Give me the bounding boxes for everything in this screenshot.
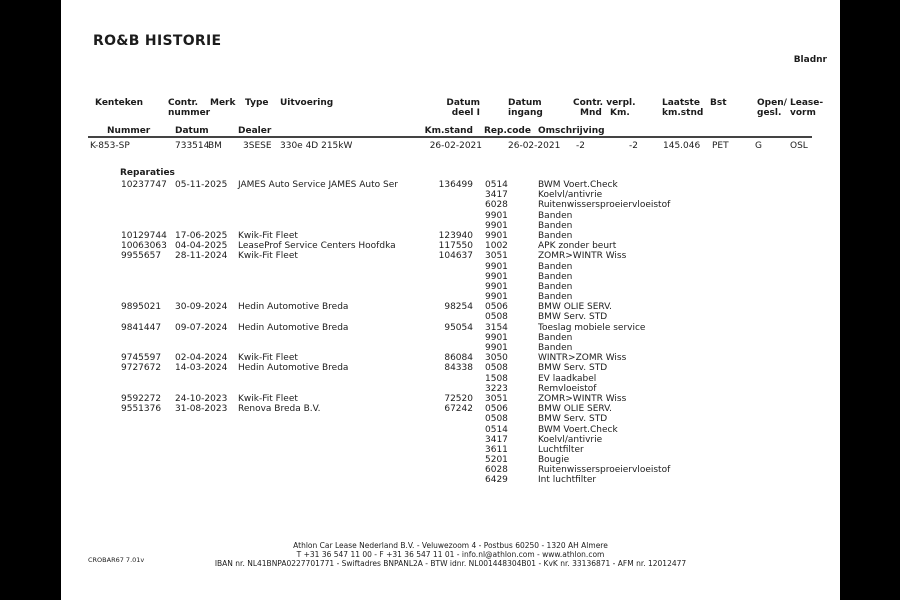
contract-datum-deel: 26-02-2021 [429,141,482,151]
repair-code: 3051 [485,251,508,262]
repair-code: 0514 [485,180,508,190]
repair-row [61,445,840,455]
repair-dealer: LeaseProf Service Centers Hoofdka [238,241,396,252]
repair-code: 3417 [485,434,508,445]
repair-description: BMW Serv. STD [538,414,608,425]
repair-row [61,190,840,200]
repair-kmstand: 86084 [444,353,473,364]
repair-date: 04-04-2025 [175,241,228,252]
repair-code: 6429 [485,475,508,486]
col-header-bst: Bst [710,98,727,108]
repair-date: 02-04-2024 [175,353,228,364]
repair-row [61,323,840,333]
repair-code: 0508 [485,312,508,323]
repair-code: 1002 [485,241,508,252]
repair-number: 9551376 [121,404,162,415]
repair-row [61,180,840,190]
repair-code: 0506 [485,404,508,415]
repair-rows [61,180,840,486]
col-header-laatste-l1: Laatste [662,98,700,108]
repair-description: ZOMR>WINTR Wiss [538,393,627,404]
repair-dealer: Renova Breda B.V. [238,404,321,415]
repair-number: 9895021 [121,302,162,313]
repair-row [61,282,840,292]
col-header-dealer: Dealer [238,126,272,136]
contract-type: 3SESE [243,141,272,151]
col-header-contr-verpl: Contr. verpl. [573,98,636,108]
repair-row [61,231,840,241]
repair-dealer: JAMES Auto Service JAMES Auto Ser [238,180,398,190]
contract-uitvoering: 330e 4D 215kW [280,141,353,151]
col-header-datum-deel-l1: Datum [446,98,480,108]
repair-row [61,262,840,272]
repair-description: Banden [538,230,573,241]
repair-row [61,343,840,353]
repair-row [61,302,840,312]
repair-code: 9901 [485,220,508,231]
repair-code: 3051 [485,393,508,404]
col-header-datum-ingang-l2: ingang [508,108,543,118]
repair-row [61,435,840,445]
repair-description: Int luchtfilter [538,475,597,486]
repair-description: BWM Voert.Check [538,180,618,190]
repair-number: 10237747 [121,180,167,190]
repair-kmstand: 123940 [438,230,473,241]
repair-number: 9745597 [121,353,162,364]
repair-row [61,394,840,404]
repair-row [61,251,840,261]
repair-dealer: Hedin Automotive Breda [238,302,349,313]
repair-description: Toeslag mobiele service [538,322,646,333]
col-header-type: Type [245,98,269,108]
repair-code: 9901 [485,343,508,353]
repair-code: 6028 [485,465,508,476]
col-header-datum-deel-l2: deel I [451,108,480,118]
repair-row [61,241,840,251]
repair-kmstand: 84338 [444,363,473,374]
contract-datum-ingang: 26-02-2021 [508,141,561,151]
repair-description: BMW Serv. STD [538,363,608,374]
repair-date: 09-07-2024 [175,322,228,333]
contract-merk: BM [208,141,222,151]
col-header-datum-ingang-l1: Datum [508,98,542,108]
repair-description: Banden [538,292,573,303]
repair-dealer: Hedin Automotive Breda [238,322,349,333]
repair-date: 31-08-2023 [175,404,228,415]
contract-kenteken: K-853-SP [90,141,130,151]
col-header-merk: Merk [210,98,236,108]
repair-row [61,333,840,343]
repair-date: 17-06-2025 [175,230,228,241]
repair-code: 0514 [485,424,508,435]
repair-code: 0506 [485,302,508,313]
repair-code: 9901 [485,281,508,292]
repair-code: 9901 [485,230,508,241]
repair-description: Ruitenwissersproeiervloeistof [538,465,671,476]
repair-code: 9901 [485,261,508,272]
repair-row [61,475,840,485]
left-black-band [0,0,61,600]
contract-mnd: -2 [576,141,585,151]
contract-leasevorm: OSL [790,141,808,151]
repair-description: Banden [538,281,573,292]
report-version-label: CROBAR67 7.01v [88,556,145,564]
col-header-uitvoering: Uitvoering [280,98,334,108]
footer-address: Athlon Car Lease Nederland B.V. - Veluwezoom 4 - Postbus 60250 - 1320 AH Almere [293,541,608,550]
footer-registration: IBAN nr. NL41BNPA0227701771 - Swiftadres BNPANL2A - BTW idnr. NL001448304B01 - KvK nr. 33136871 - AFM nr. 12012477 [214,559,687,568]
right-black-band [840,0,900,600]
repair-row [61,272,840,282]
repair-dealer: Kwik-Fit Fleet [238,230,298,241]
repair-row [61,425,840,435]
repair-kmstand: 104637 [438,251,473,262]
repair-code: 3223 [485,383,508,394]
repair-code: 3050 [485,353,508,364]
col-header-nummer: Nummer [107,126,151,136]
repair-dealer: Kwik-Fit Fleet [238,251,298,262]
repair-description: Banden [538,343,573,353]
repair-description: Bougie [538,455,570,466]
report-page [61,0,840,600]
repair-description: Luchtfilter [538,444,584,455]
repair-date: 24-10-2023 [175,393,228,404]
repair-number: 9841447 [121,322,162,333]
repair-row [61,211,840,221]
repair-code: 3611 [485,444,508,455]
contract-bst: PET [712,141,729,151]
repair-description: Banden [538,261,573,272]
bladnr-label: Bladnr [793,55,827,65]
repair-description: Koelvl/antivrie [538,434,603,445]
repair-number: 9727672 [121,363,162,374]
repair-row [61,221,840,231]
contract-laatste-km: 145.046 [663,141,701,151]
repair-description: Banden [538,220,573,231]
col-header-kmstand: Km.stand [424,126,473,136]
repair-code: 9901 [485,210,508,221]
repair-description: EV laadkabel [538,373,597,384]
repair-number: 9955657 [121,251,162,262]
repair-kmstand: 136499 [438,180,473,190]
contract-km: -2 [629,141,638,151]
repair-description: WINTR>ZOMR Wiss [538,353,627,364]
repair-row [61,292,840,302]
repair-code: 9901 [485,271,508,282]
repair-kmstand: 72520 [444,393,473,404]
repair-dealer: Kwik-Fit Fleet [238,393,298,404]
repair-code: 0508 [485,363,508,374]
repair-row [61,404,840,414]
repair-row [61,312,840,322]
header-divider-rule [88,136,812,138]
repair-code: 1508 [485,373,508,384]
repair-code: 9901 [485,292,508,303]
col-header-contrnummer-l1: Contr. [168,98,199,108]
repair-kmstand: 98254 [444,302,473,313]
repair-number: 10063063 [121,241,167,252]
col-header-open-l1: Open/ [757,98,787,108]
col-header-kenteken: Kenteken [95,98,143,108]
repair-code: 0508 [485,414,508,425]
footer-contact: T +31 36 547 11 00 - F +31 36 547 11 01 - info.nl@athlon.com - www.athlon.com [296,550,605,559]
page-title: RO&B HISTORIE [93,33,222,49]
repair-kmstand: 95054 [444,322,473,333]
col-header-lease-l1: Lease- [790,98,824,108]
repair-description: BMW OLIE SERV. [538,404,613,415]
repair-row [61,465,840,475]
repair-dealer: Hedin Automotive Breda [238,363,349,374]
repair-description: BMW OLIE SERV. [538,302,613,313]
col-header-laatste-l2: km.stnd [662,108,704,118]
repair-description: Ruitenwissersproeiervloeistof [538,200,671,211]
col-header-datum: Datum [175,126,209,136]
reparaties-section-label: Reparaties [120,168,175,178]
col-header-open-l2: gesl. [757,108,782,118]
repair-code: 3417 [485,190,508,201]
repair-description: APK zonder beurt [538,241,617,252]
repair-description: BMW Serv. STD [538,312,608,323]
repair-description: ZOMR>WINTR Wiss [538,251,627,262]
col-header-contrnummer-l2: nummer [168,108,211,118]
repair-row [61,384,840,394]
repair-code: 9901 [485,332,508,343]
repair-description: BWM Voert.Check [538,424,618,435]
repair-number: 9592272 [121,393,162,404]
repair-row [61,414,840,424]
repair-description: Koelvl/antivrie [538,190,603,201]
repair-description: Remvloeistof [538,383,597,394]
repair-description: Banden [538,271,573,282]
repair-date: 28-11-2024 [175,251,228,262]
repair-date: 30-09-2024 [175,302,228,313]
repair-row [61,353,840,363]
repair-row [61,455,840,465]
repair-row [61,363,840,373]
repair-code: 3154 [485,322,508,333]
repair-row [61,374,840,384]
repair-kmstand: 117550 [438,241,473,252]
contract-open-gesl: G [755,141,762,151]
col-header-repcode: Rep.code [484,126,531,136]
repair-description: Banden [538,332,573,343]
repair-description: Banden [538,210,573,221]
repair-row [61,200,840,210]
col-header-km: Km. [610,108,630,118]
repair-date: 14-03-2024 [175,363,228,374]
repair-dealer: Kwik-Fit Fleet [238,353,298,364]
repair-kmstand: 67242 [444,404,473,415]
contract-nummer: 733514 [175,141,210,151]
repair-date: 05-11-2025 [175,180,228,190]
col-header-omschrijving: Omschrijving [538,126,605,136]
col-header-lease-l2: vorm [790,108,816,118]
col-header-mnd: Mnd [580,108,602,118]
repair-code: 6028 [485,200,508,211]
repair-code: 5201 [485,455,508,466]
repair-number: 10129744 [121,230,167,241]
